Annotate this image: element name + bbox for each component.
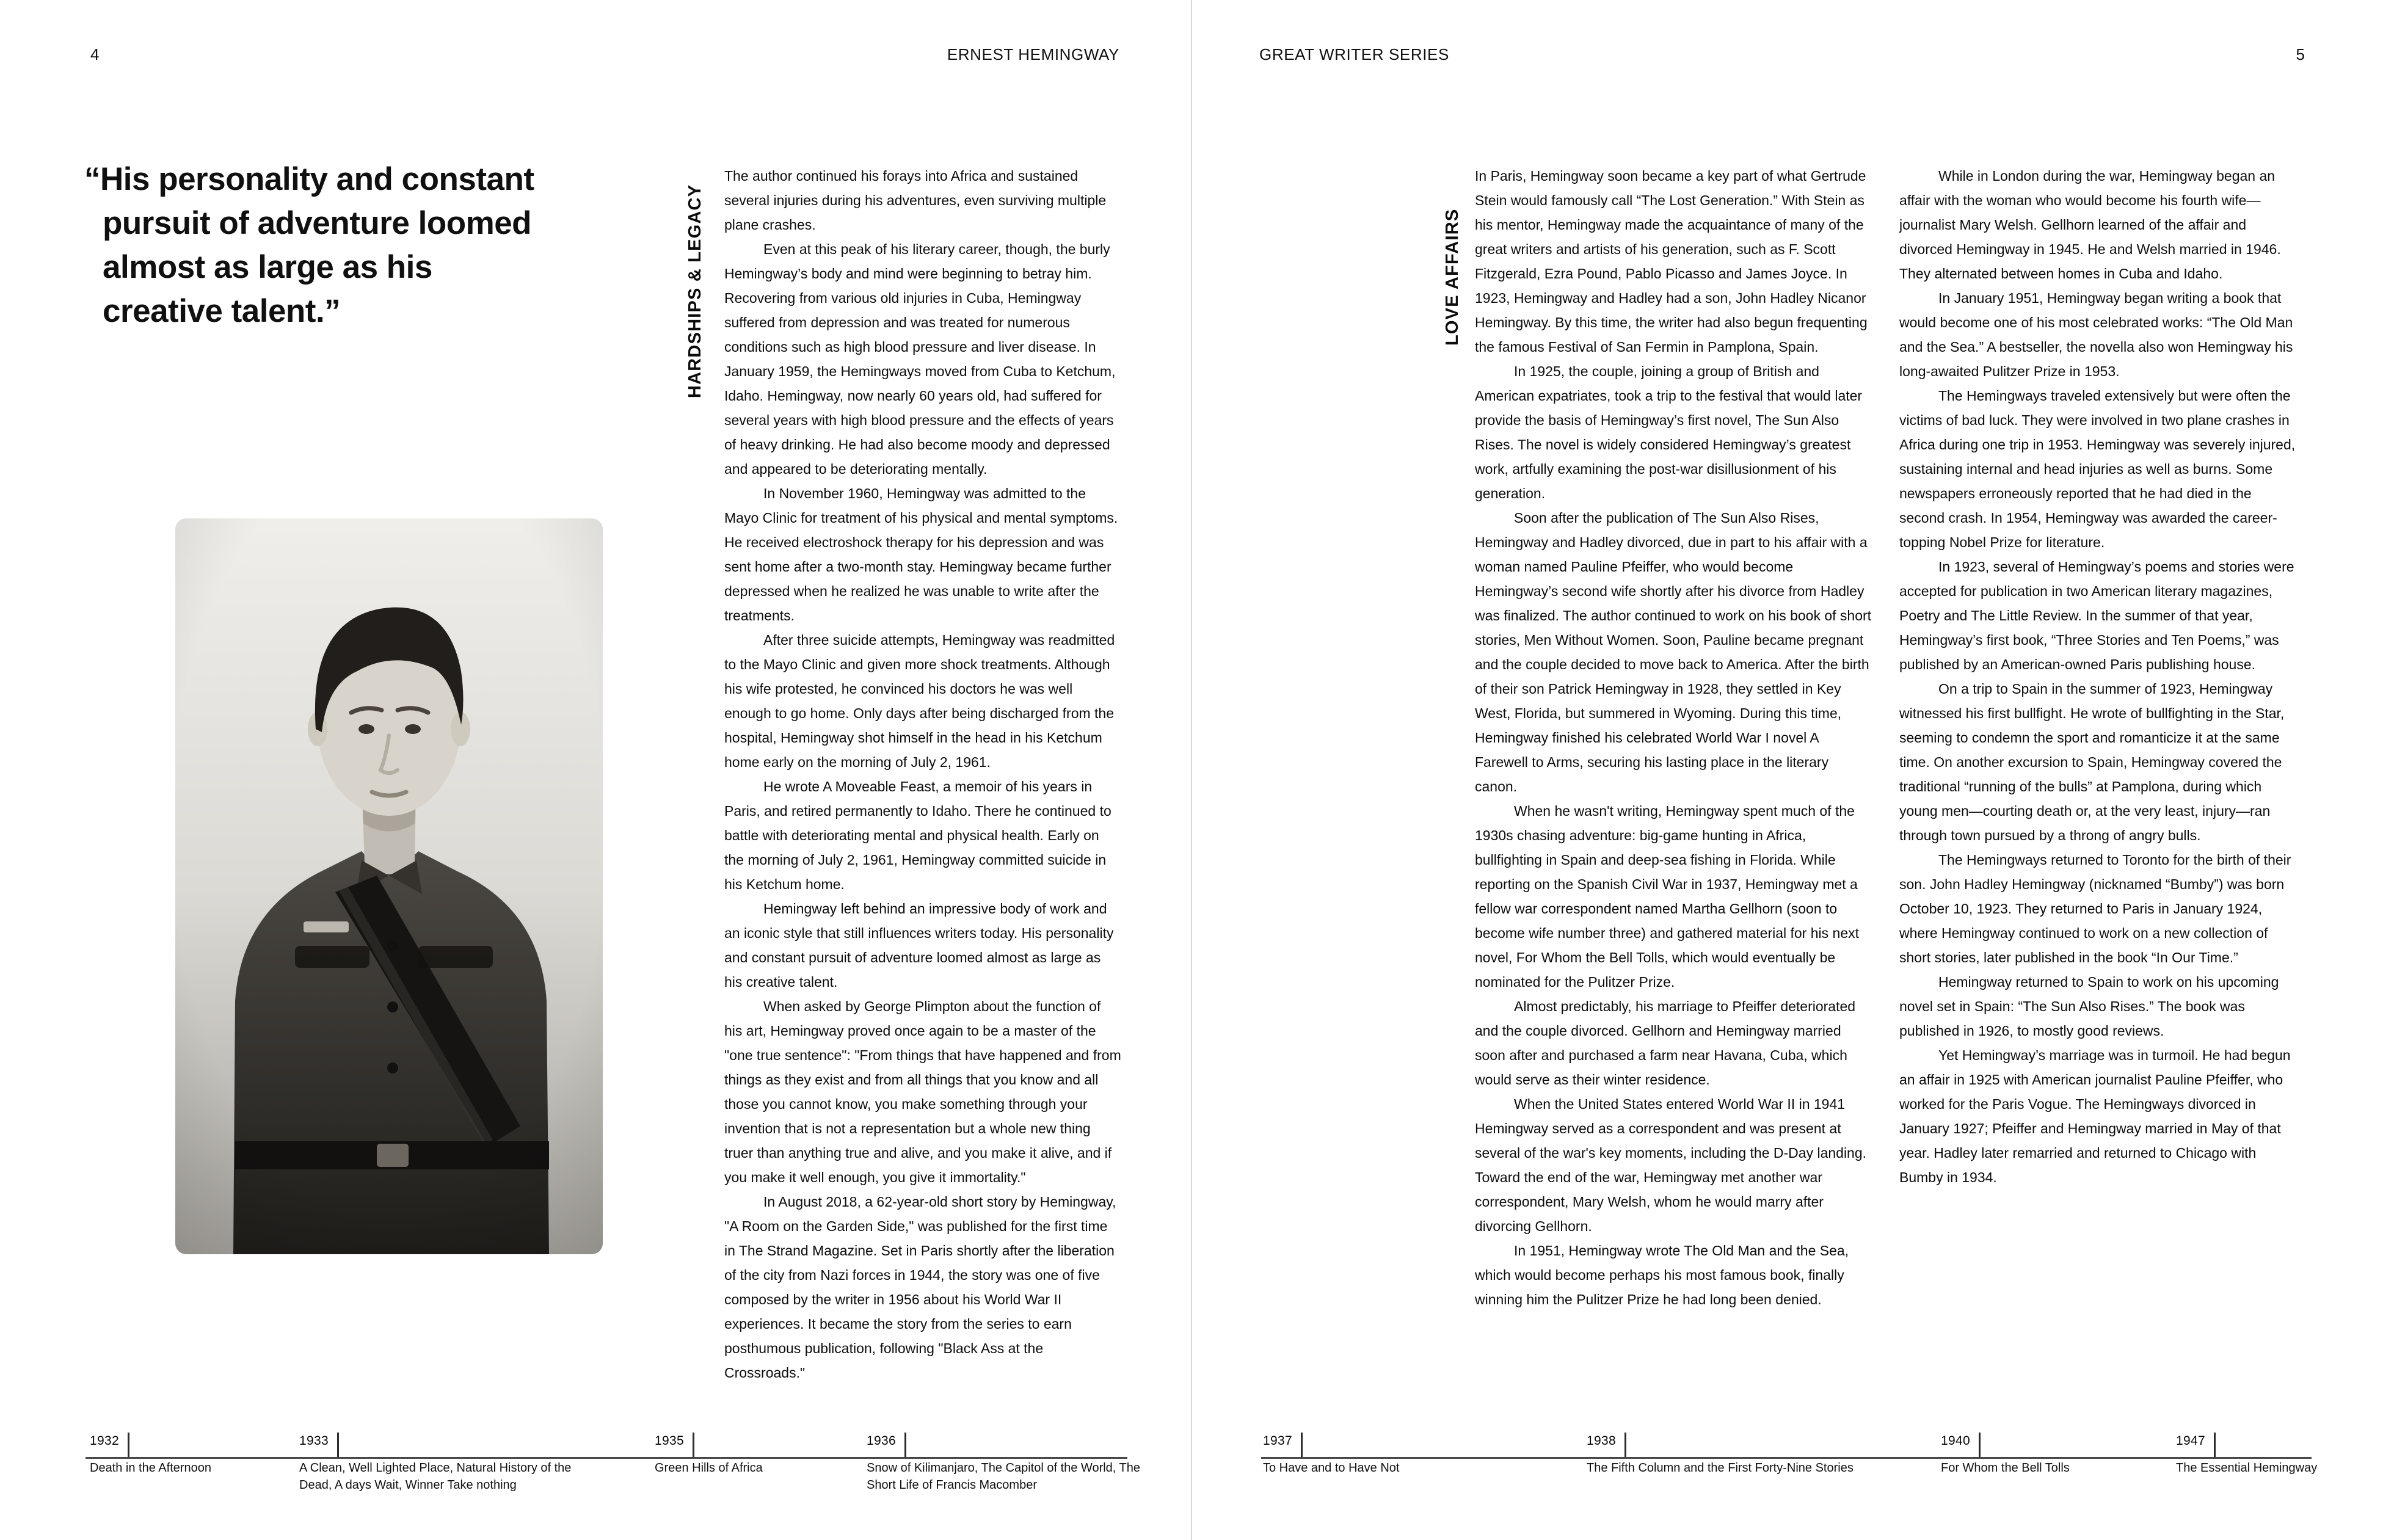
timeline-year: 1937 xyxy=(1263,1434,1292,1448)
timeline-tick-mark xyxy=(1301,1433,1303,1457)
timeline-tick-mark xyxy=(904,1433,906,1457)
timeline-tick-mark xyxy=(2214,1433,2216,1457)
body-paragraph: In 1923, several of Hemingway’s poems and stories were accepted for publication in two American literary magazines, Poetry and The Little Review. In the summer of that year, Hemingway’s first book, “Three Stories and Ten Poems,” was published by an American-owned Paris publishing house. xyxy=(1899,559,2294,672)
timeline-entry xyxy=(2176,1434,2383,1476)
timeline-works: The Essential Hemingway xyxy=(2176,1461,2318,1475)
running-header-left: ERNEST HEMINGWAY xyxy=(947,45,1119,64)
timeline-entry xyxy=(867,1434,1160,1494)
timeline-year: 1947 xyxy=(2176,1434,2205,1448)
timeline-works: Death in the Afternoon xyxy=(90,1461,212,1475)
page-number-right: 5 xyxy=(2296,45,2305,64)
body-paragraph: Hemingway left behind an impressive body of work and an iconic style that still influences writers today. His personality and constant pursuit of adventure loomed almost as large as his creative talent. xyxy=(724,901,1114,990)
body-paragraph: The Hemingways traveled extensively but were often the victims of bad luck. They were involved in two plane crashes in Africa during one trip in 1953. Hemingway was severely injured, sustaining internal and head injuries as well as burns. Some newspapers erroneously reported that he had died in the second crash. In 1954, Hemingway was awarded the career-topping Nobel Prize for literature. xyxy=(1899,388,2296,550)
timeline-works: The Fifth Column and the First Forty-Nine Stories xyxy=(1587,1461,1854,1475)
body-paragraph: In November 1960, Hemingway was admitted to the Mayo Clinic for treatment of his physical and mental symptoms. He received electroshock therapy for his depression and was sent home after a two-month stay. Hemingway became further depressed when he realized he was unable to write after the treatments. xyxy=(724,485,1118,623)
body-paragraph: Soon after the publication of The Sun Also Rises, Hemingway and Hadley divorced, due in part to his affair with a woman named Pauline Pfeiffer, who would become Hemingway’s second wife shortly after his divorce from Hadley was finalized. The author continued to work on his book of short stories, Men Without Women. Soon, Pauline became pregnant and the couple decided to move back to America. After the birth of their son Patrick Hemingway in 1928, they settled in Key West, Florida, but summered in Wyoming. During this time, Hemingway finished his celebrated World War I novel A Farewell to Arms, securing his lasting place in the literary canon. xyxy=(1475,510,1872,794)
timeline-year: 1936 xyxy=(867,1434,896,1448)
body-paragraph: When he wasn't writing, Hemingway spent much of the 1930s chasing adventure: big-game hunting in Africa, bullfighting in Spain and deep-sea fishing in Florida. While reporting on the Spanish Civil War in 1937, Hemingway met a fellow war correspondent named Martha Gellhorn (soon to become wife number three) and gathered material for his next novel, For Whom the Bell Tolls, which would eventually be nominated for the Pulitzer Prize. xyxy=(1475,803,1859,990)
body-paragraph: When the United States entered World War II in 1941 Hemingway served as a correspondent and was present at several of the war's key moments, including the D-Day landing. Toward the end of the war, Hemingway met another war correspondent, Mary Welsh, whom he would marry after divorcing Gellhorn. xyxy=(1475,1096,1867,1234)
body-paragraph: In January 1951, Hemingway began writing a book that would become one of his most celebrated works: “The Old Man and the Sea.” A bestseller, the novella also won Hemingway his long-awaited Pulitzer Prize in 1953. xyxy=(1899,290,2293,379)
timeline-tick-mark xyxy=(693,1433,694,1457)
timeline-entry xyxy=(1587,1434,1977,1476)
body-column-2 xyxy=(1475,164,1873,1312)
pull-quote-line: almost as large as his xyxy=(103,249,432,285)
timeline-left xyxy=(90,1434,1141,1519)
body-paragraph: Yet Hemingway’s marriage was in turmoil. He had begun an affair in 1925 with American journalist Pauline Pfeiffer, who worked for the Paris Vogue. The Hemingways divorced in January 1927; Pfeiffer and Hemingway married in May of that year. Hadley later remarried and returned to Chicago with Bumby in 1934. xyxy=(1899,1047,2291,1185)
timeline-works: For Whom the Bell Tolls xyxy=(1941,1461,2070,1475)
pull-quote-line: creative talent.” xyxy=(103,293,341,329)
timeline-tick-mark xyxy=(1624,1433,1626,1457)
timeline-entry xyxy=(299,1434,592,1494)
pull-quote-line: “His personality and constant xyxy=(84,161,534,197)
body-paragraph: He wrote A Moveable Feast, a memoir of his years in Paris, and retired permanently to Idaho. There he continued to battle with deteriorating mental and physical health. Early on the morning of July 2, 1961, Hemingway committed suicide in his Ketchum home. xyxy=(724,779,1111,892)
timeline-tick-mark xyxy=(337,1433,339,1457)
timeline-works: A Clean, Well Lighted Place, Natural History of the Dead, A days Wait, Winner Take nothing xyxy=(299,1461,572,1492)
running-header-right: GREAT WRITER SERIES xyxy=(1259,45,1449,64)
timeline-year: 1935 xyxy=(655,1434,684,1448)
section-label-love-affairs: LOVE AFFAIRS xyxy=(1443,208,1462,346)
body-paragraph: When asked by George Plimpton about the function of his art, Hemingway proved once again to be a master of the "one true sentence": "From things that have happened and from things as they exist and from all things that you know and all those you cannot know, you make something through your invention that is not a representation but a whole new thing truer than anything true and alive, and you make it alive, and if you make it well enough, you give it immortality." xyxy=(724,998,1121,1185)
body-paragraph: The Hemingways returned to Toronto for the birth of their son. John Hadley Hemingway (nicknamed “Bumby”) was born October 10, 1923. They returned to Paris in January 1924, where Hemingway continued to work on a new collection of short stories, later published in the book “In Our Time.” xyxy=(1899,852,2291,965)
timeline-right xyxy=(1263,1434,2318,1519)
body-paragraph: The author continued his forays into Africa and sustained several injuries during his adventures, even surviving multiple plane crashes. xyxy=(724,168,1107,233)
hemingway-portrait-photo xyxy=(175,518,603,1254)
pull-quote xyxy=(84,158,713,333)
body-paragraph: Hemingway returned to Spain to work on his upcoming novel set in Spain: “The Sun Also Rises.” The book was published in 1926, to mostly good reviews. xyxy=(1899,974,2279,1039)
body-paragraph: Even at this peak of his literary career, though, the burly Hemingway’s body and mind were beginning to betray him. Recovering from various old injuries in Cuba, Hemingway suffered from depression and was treated for numerous conditions such as high blood pressure and liver disease. In January 1959, the Hemingways moved from Cuba to Ketchum, Idaho. Hemingway, now nearly 60 years old, had suffered for several years with high blood pressure and the effects of years of heavy drinking. He had also become moody and depressed and appeared to be deteriorating mentally. xyxy=(724,241,1116,477)
timeline-works: Green Hills of Africa xyxy=(655,1461,763,1475)
body-paragraph: Almost predictably, his marriage to Pfeiffer deteriorated and the couple divorced. Gellhorn and Hemingway married soon after and purchased a farm near Havana, Cuba, which would serve as their winter residence. xyxy=(1475,998,1856,1088)
page-right xyxy=(1192,0,2383,1540)
page-number-left: 4 xyxy=(90,45,100,64)
section-label-hardships-legacy: HARDSHIPS & LEGACY xyxy=(685,184,705,398)
body-paragraph: In Paris, Hemingway soon became a key part of what Gertrude Stein would famously call “The Lost Generation.” With Stein as his mentor, Hemingway made the acquaintance of many of the great writers and artists of his generation, such as F. Scott Fitzgerald, Ezra Pound, Pablo Picasso and James Joyce. In 1923, Hemingway and Hadley had a son, John Hadley Nicanor Hemingway. By this time, the writer had also begun frequenting the famous Festival of San Fermin in Pamplona, Spain. xyxy=(1475,168,1868,355)
timeline-tick-mark xyxy=(128,1433,129,1457)
body-paragraph: In 1951, Hemingway wrote The Old Man and the Sea, which would become perhaps his most famous book, finally winning him the Pulitzer Prize he had long been denied. xyxy=(1475,1243,1849,1307)
portrait-illustration xyxy=(175,518,603,1254)
body-column-1 xyxy=(724,164,1121,1385)
body-paragraph: On a trip to Spain in the summer of 1923, Hemingway witnessed his first bullfight. He wrote of bullfighting in the Star, seeming to condemn the sport and romanticize it at the same time. On another excursion to Spain, Hemingway covered the traditional “running of the bulls” at Pamplona, during which young men—courting death or, at the very least, injury—ran through town pursued by a throng of angry bulls. xyxy=(1899,681,2285,843)
body-paragraph: After three suicide attempts, Hemingway was readmitted to the Mayo Clinic and given more shock treatments. Although his wife protested, he convinced his doctors he was well enough to go home. Only days after being discharged from the hospital, Hemingway shot himself in the head in his Ketchum home early on the morning of July 2, 1961. xyxy=(724,632,1115,770)
timeline-year: 1932 xyxy=(90,1434,119,1448)
pull-quote-line: pursuit of adventure loomed xyxy=(103,205,532,241)
timeline-year: 1940 xyxy=(1941,1434,1970,1448)
body-paragraph: While in London during the war, Hemingway began an affair with the woman who would become his fourth wife—journalist Mary Welsh. Gellhorn learned of the affair and divorced Hemingway in 1945. He and Welsh married in 1946. They alternated between homes in Cuba and Idaho. xyxy=(1899,168,2281,281)
timeline-works: Snow of Kilimanjaro, The Capitol of the World, The Short Life of Francis Macomber xyxy=(867,1461,1141,1492)
body-paragraph: In August 2018, a 62-year-old short story by Hemingway, "A Room on the Garden Side," was published for the first time in The Strand Magazine. Set in Paris shortly after the liberation of the city from Nazi forces in 1944, the story was one of five composed by the writer in 1956 about his World War II experiences. It became the story from the series to earn posthumous publication, following "Black Ass at the Crossroads." xyxy=(724,1194,1116,1381)
body-paragraph: In 1925, the couple, joining a group of British and American expatriates, took a trip to the festival that would later provide the basis of Hemingway’s first novel, The Sun Also Rises. The novel is widely considered Hemingway’s greatest work, artfully examining the post-war disillusionment of his generation. xyxy=(1475,363,1863,501)
timeline-year: 1938 xyxy=(1587,1434,1616,1448)
timeline-year: 1933 xyxy=(299,1434,329,1448)
timeline-tick-mark xyxy=(1979,1433,1981,1457)
timeline-works: To Have and to Have Not xyxy=(1263,1461,1400,1475)
body-column-3 xyxy=(1899,164,2300,1190)
